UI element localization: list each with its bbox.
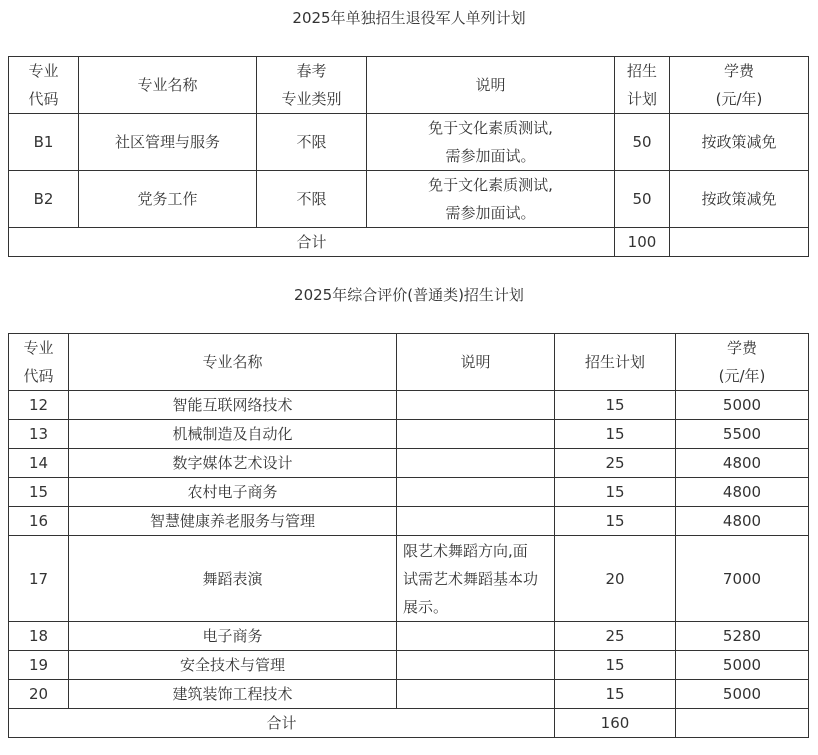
table1-title: 2025年单独招生退役军人单列计划 bbox=[292, 9, 526, 27]
row-name: 数字媒体艺术设计 bbox=[69, 449, 397, 478]
row-plan: 15 bbox=[555, 651, 676, 680]
row-name: 电子商务 bbox=[69, 622, 397, 651]
row-name: 舞蹈表演 bbox=[69, 536, 397, 622]
row-name: 建筑装饰工程技术 bbox=[69, 680, 397, 709]
table-row bbox=[9, 171, 809, 228]
comprehensive-enrollment-table bbox=[8, 333, 809, 738]
header-fee: 学费 (元/年) bbox=[670, 57, 809, 114]
row-name: 社区管理与服务 bbox=[79, 114, 257, 171]
row-desc bbox=[397, 449, 555, 478]
row-desc bbox=[397, 391, 555, 420]
header-plan: 招生计划 bbox=[555, 334, 676, 391]
row-plan: 50 bbox=[615, 171, 670, 228]
table-row bbox=[9, 420, 809, 449]
table-row bbox=[9, 536, 809, 622]
row-fee: 4800 bbox=[676, 478, 809, 507]
row-plan: 15 bbox=[555, 680, 676, 709]
row-desc: 免于文化素质测试, 需参加面试。 bbox=[367, 114, 615, 171]
row-code: 19 bbox=[9, 651, 69, 680]
row-fee: 5000 bbox=[676, 680, 809, 709]
table-row bbox=[9, 449, 809, 478]
row-plan: 50 bbox=[615, 114, 670, 171]
row-desc bbox=[397, 651, 555, 680]
header-code: 专业 代码 bbox=[9, 334, 69, 391]
row-plan: 15 bbox=[555, 478, 676, 507]
row-name: 安全技术与管理 bbox=[69, 651, 397, 680]
table-row bbox=[9, 114, 809, 171]
table-row bbox=[9, 507, 809, 536]
header-plan: 招生 计划 bbox=[615, 57, 670, 114]
total-fee bbox=[670, 228, 809, 257]
row-fee: 5000 bbox=[676, 651, 809, 680]
row-desc bbox=[397, 622, 555, 651]
table2-header-row bbox=[9, 334, 809, 391]
row-fee: 4800 bbox=[676, 507, 809, 536]
total-fee bbox=[676, 709, 809, 738]
header-code: 专业 代码 bbox=[9, 57, 79, 114]
row-plan: 15 bbox=[555, 507, 676, 536]
row-code: 20 bbox=[9, 680, 69, 709]
table-row bbox=[9, 391, 809, 420]
total-plan: 100 bbox=[615, 228, 670, 257]
row-code: B1 bbox=[9, 114, 79, 171]
row-category: 不限 bbox=[257, 171, 367, 228]
table1-header-row bbox=[9, 57, 809, 114]
row-plan: 25 bbox=[555, 449, 676, 478]
total-plan: 160 bbox=[555, 709, 676, 738]
table1-total-row bbox=[9, 228, 809, 257]
row-plan: 25 bbox=[555, 622, 676, 651]
row-code: 16 bbox=[9, 507, 69, 536]
header-category: 春考 专业类别 bbox=[257, 57, 367, 114]
total-label: 合计 bbox=[9, 228, 615, 257]
row-code: 12 bbox=[9, 391, 69, 420]
row-name: 智慧健康养老服务与管理 bbox=[69, 507, 397, 536]
row-desc bbox=[397, 680, 555, 709]
row-code: 15 bbox=[9, 478, 69, 507]
row-code: B2 bbox=[9, 171, 79, 228]
row-category: 不限 bbox=[257, 114, 367, 171]
row-fee: 5500 bbox=[676, 420, 809, 449]
row-code: 13 bbox=[9, 420, 69, 449]
row-plan: 15 bbox=[555, 391, 676, 420]
row-code: 17 bbox=[9, 536, 69, 622]
total-label: 合计 bbox=[9, 709, 555, 738]
row-fee: 4800 bbox=[676, 449, 809, 478]
row-name: 机械制造及自动化 bbox=[69, 420, 397, 449]
military-enrollment-table bbox=[8, 56, 809, 257]
header-name: 专业名称 bbox=[69, 334, 397, 391]
table-row bbox=[9, 622, 809, 651]
row-fee: 5000 bbox=[676, 391, 809, 420]
row-plan: 15 bbox=[555, 420, 676, 449]
row-desc: 免于文化素质测试, 需参加面试。 bbox=[367, 171, 615, 228]
row-name: 农村电子商务 bbox=[69, 478, 397, 507]
row-desc bbox=[397, 507, 555, 536]
header-desc: 说明 bbox=[367, 57, 615, 114]
row-fee: 5280 bbox=[676, 622, 809, 651]
row-name: 智能互联网络技术 bbox=[69, 391, 397, 420]
row-desc bbox=[397, 478, 555, 507]
header-desc: 说明 bbox=[397, 334, 555, 391]
table2-title: 2025年综合评价(普通类)招生计划 bbox=[294, 286, 524, 304]
header-name: 专业名称 bbox=[79, 57, 257, 114]
row-code: 18 bbox=[9, 622, 69, 651]
header-fee: 学费 (元/年) bbox=[676, 334, 809, 391]
row-name: 党务工作 bbox=[79, 171, 257, 228]
row-plan: 20 bbox=[555, 536, 676, 622]
table2-total-row bbox=[9, 709, 809, 738]
row-desc: 限艺术舞蹈方向,面 试需艺术舞蹈基本功 展示。 bbox=[397, 536, 555, 622]
row-fee: 按政策减免 bbox=[670, 171, 809, 228]
table-row bbox=[9, 478, 809, 507]
row-fee: 按政策减免 bbox=[670, 114, 809, 171]
row-fee: 7000 bbox=[676, 536, 809, 622]
table-row bbox=[9, 651, 809, 680]
row-desc bbox=[397, 420, 555, 449]
table-row bbox=[9, 680, 809, 709]
row-code: 14 bbox=[9, 449, 69, 478]
